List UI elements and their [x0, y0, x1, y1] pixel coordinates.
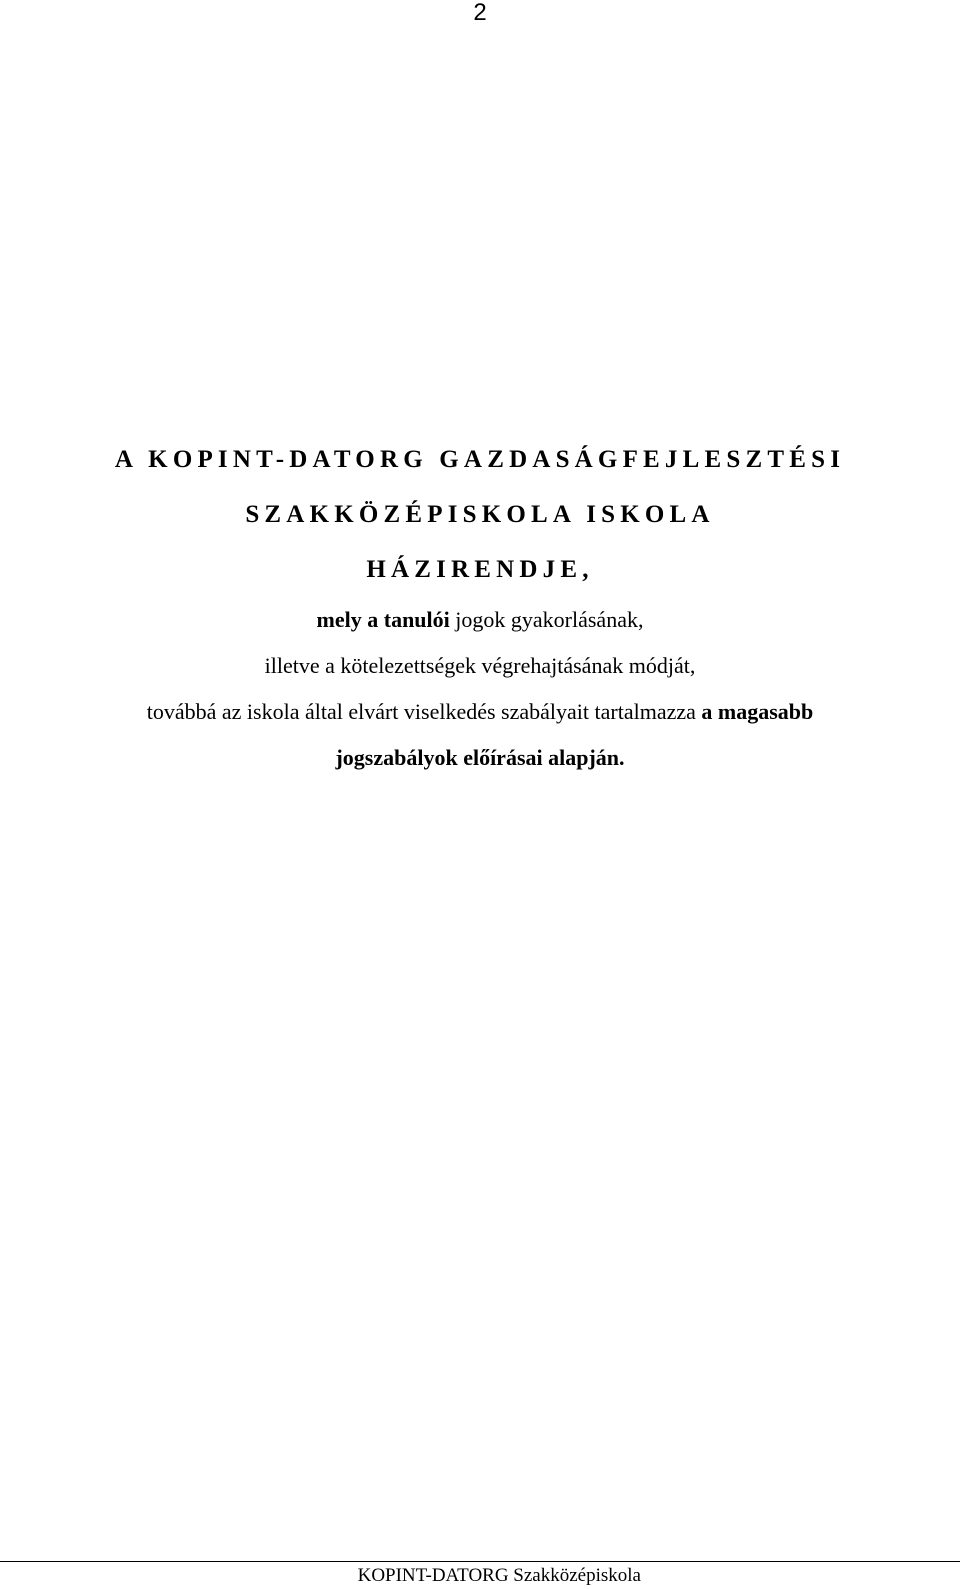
subtitle-line-1-regular: jogok gyakorlásának, — [449, 607, 644, 632]
title-line-3: HÁZIRENDJE, — [366, 556, 594, 583]
subtitle-line-3-bold: a magasabb — [701, 699, 814, 724]
subtitle-line-2: illetve a kötelezettségek végrehajtásának módját, — [264, 653, 696, 678]
document-title-block — [0, 432, 960, 781]
footer-text: KOPINT-DATORG Szakközépiskola — [357, 1565, 641, 1586]
title-line-2: SZAKKÖZÉPISKOLA ISKOLA — [245, 501, 715, 528]
subtitle-line-1 — [0, 597, 960, 643]
page-number: 2 — [473, 0, 487, 26]
title-line-1: A KOPINT-DATORG GAZDASÁGFEJLESZTÉSI — [114, 446, 846, 473]
subtitle-line-1-bold: mely a tanulói — [316, 607, 450, 632]
subtitle-line-3-regular: továbbá az iskola által elvárt viselkedés szabályait tartalmazza — [146, 699, 702, 724]
footer-divider — [0, 1561, 960, 1562]
subtitle-line-3 — [0, 689, 960, 735]
subtitle-line-4: jogszabályok előírásai alapján. — [335, 745, 625, 770]
